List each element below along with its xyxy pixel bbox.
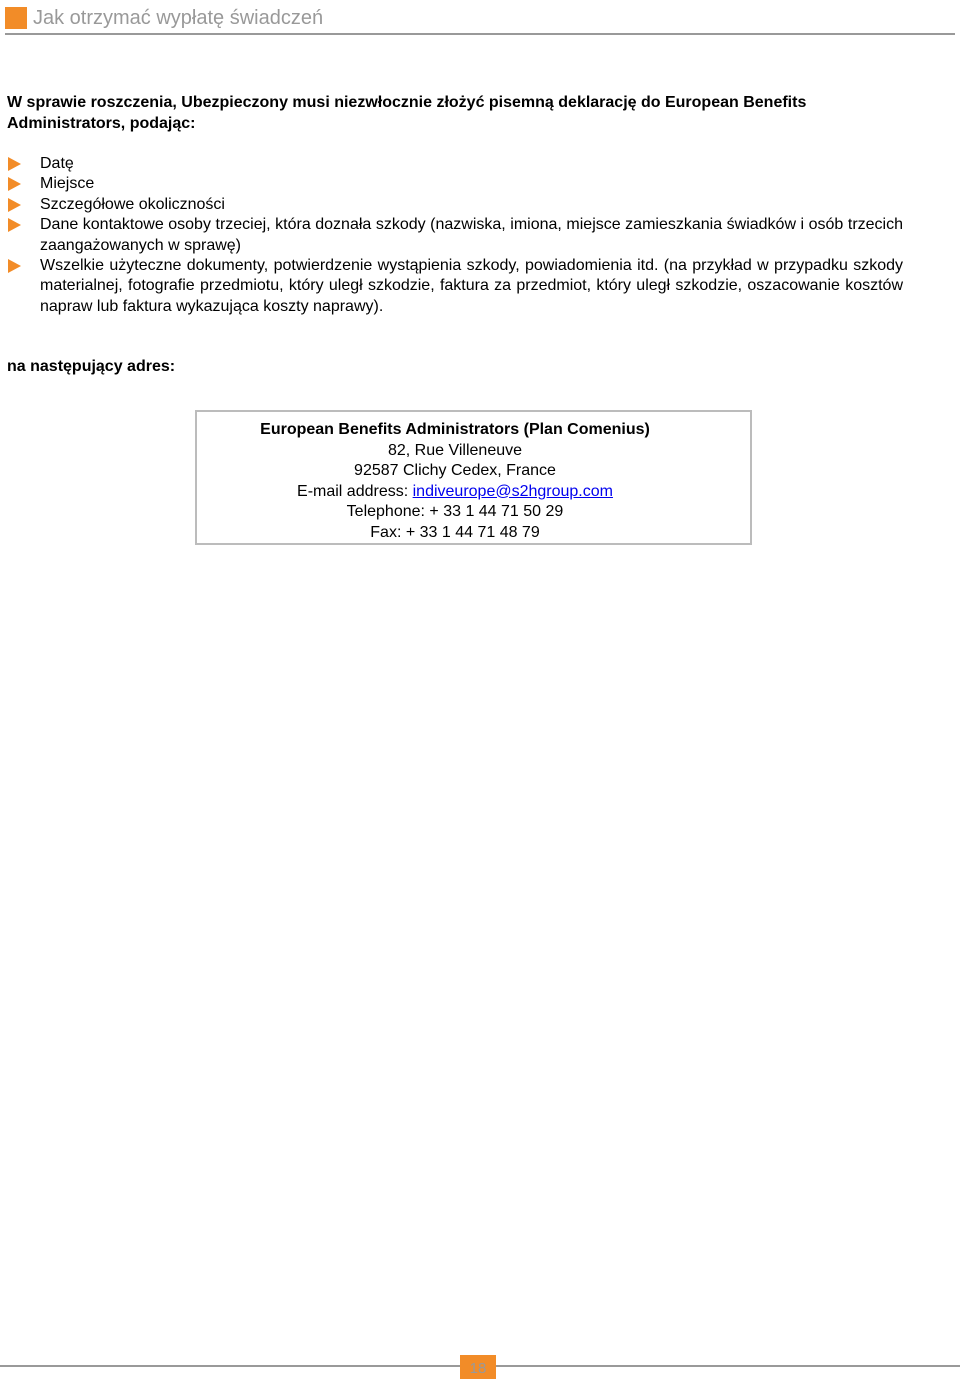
address-heading: na następujący adres:	[7, 358, 176, 375]
orange-triangle-arrow-icon	[8, 198, 21, 212]
email-label: E-mail address:	[297, 482, 413, 500]
orange-square-icon	[5, 7, 27, 29]
fax-line: Fax: + 33 1 44 71 48 79	[370, 523, 540, 541]
list-item	[7, 154, 903, 174]
page-header	[5, 5, 955, 35]
email-line	[197, 482, 713, 503]
telephone-line: Telephone: + 33 1 44 71 50 29	[346, 503, 564, 520]
list-item-text: Miejsce	[40, 175, 95, 193]
city-address: 92587 Clichy Cedex, France	[354, 462, 556, 479]
list-item-text: Wszelkie użyteczne dokumenty, potwierdzenie wystąpienia szkody, powiadomienia itd. (na przykład w przypadku szkody materialnej, fotografie przedmiotu, który uległ szkodzie, faktura za przedmiot, który uległ szkodzie, oszacowanie kosztów napraw lub faktura wykazująca koszty naprawy).	[40, 257, 903, 315]
company-name: European Benefits Administrators (Plan Comenius)	[260, 421, 650, 438]
list-item-text: Szczegółowe okoliczności	[40, 195, 225, 213]
address-block	[197, 420, 713, 543]
header-divider	[5, 33, 955, 35]
page-title: Jak otrzymać wypłatę świadczeń	[33, 7, 324, 29]
page-number: 18	[460, 1355, 496, 1379]
bullet-list	[7, 154, 903, 317]
intro-paragraph: W sprawie roszczenia, Ubezpieczony musi niezwłocznie złożyć pisemną deklarację do European Benefits Administrators, podając:	[7, 94, 807, 132]
address-box	[195, 410, 752, 545]
orange-triangle-arrow-icon	[8, 177, 21, 191]
list-item	[7, 256, 903, 317]
orange-triangle-arrow-icon	[8, 259, 21, 273]
orange-triangle-arrow-icon	[8, 218, 21, 232]
list-item-text: Datę	[40, 155, 74, 172]
list-item	[7, 215, 903, 256]
orange-triangle-arrow-icon	[8, 157, 21, 171]
list-item-text: Dane kontaktowe osoby trzeciej, która doznała szkody (nazwiska, imiona, miejsce zamieszkania świadków i osób trzecich zaangażowanych w sprawę)	[40, 216, 903, 254]
email-link[interactable]: indiveurope@s2hgroup.com	[412, 482, 613, 500]
list-item	[7, 174, 903, 194]
list-item	[7, 195, 903, 215]
street-address: 82, Rue Villeneuve	[387, 441, 523, 459]
